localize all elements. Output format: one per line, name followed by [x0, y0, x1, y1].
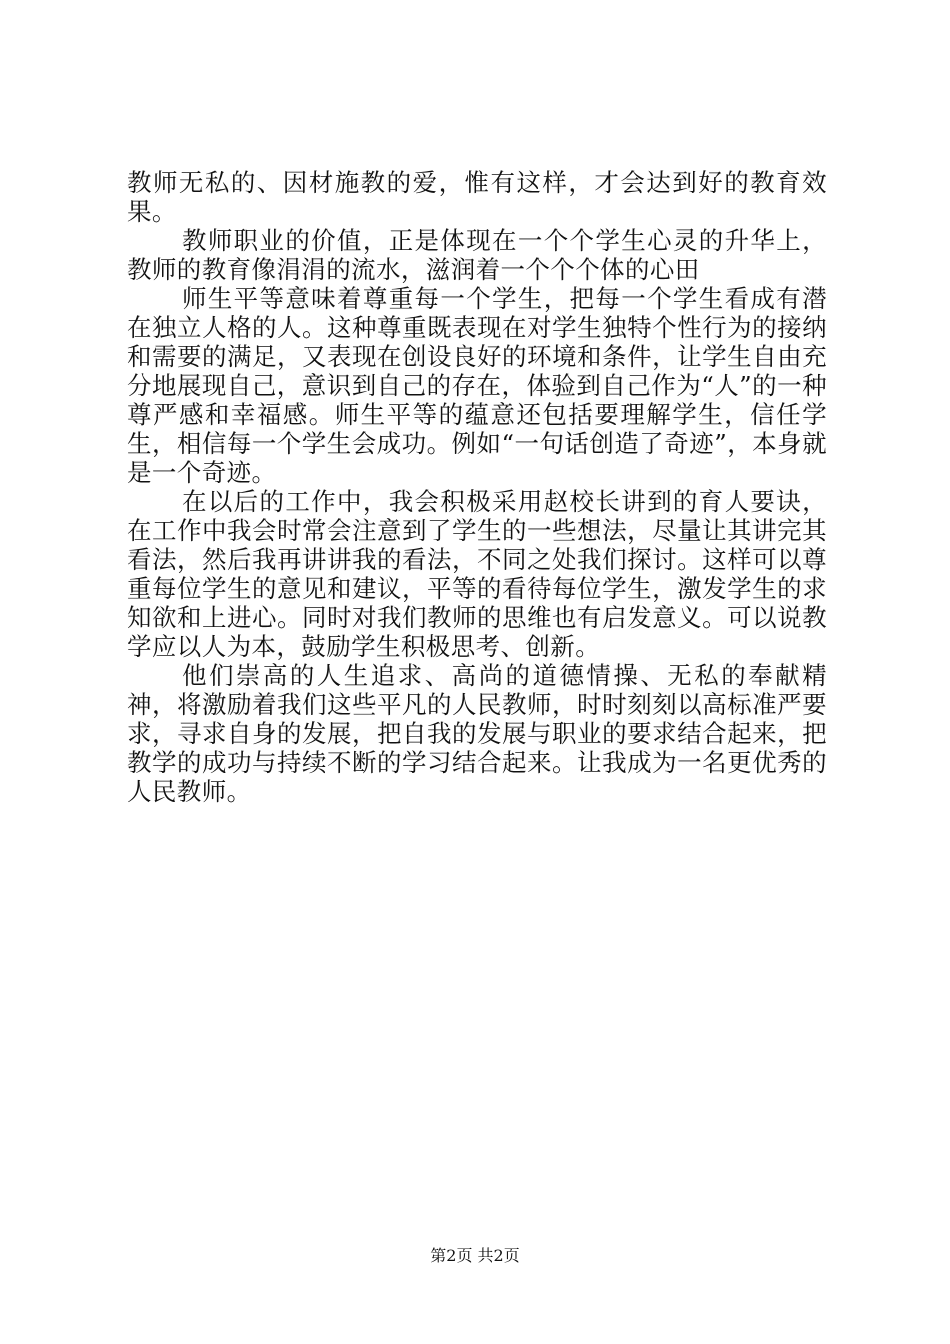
page-number-label: 第2页 共2页: [430, 1246, 520, 1265]
document-body: [127, 168, 827, 806]
paragraph-5: 他们崇高的人生追求、高尚的道德情操、无私的奉献精神，将激励着我们这些平凡的人民教师，时时刻刻以高标准严要求，寻求自身的发展，把自我的发展与职业的要求结合起来，把教学的成功与持续不断的学习结合起来。让我成为一名更优秀的人民教师。: [127, 661, 827, 806]
paragraph-2: 教师职业的价值，正是体现在一个个学生心灵的升华上，教师的教育像涓涓的流水，滋润着一个个个体的心田: [127, 226, 827, 284]
paragraph-3: 师生平等意味着尊重每一个学生，把每一个学生看成有潜在独立人格的人。这种尊重既表现在对学生独特个性行为的接纳和需要的满足，又表现在创设良好的环境和条件，让学生自由充分地展现自己，意识到自己的存在，体验到自己作为“人”的一种尊严感和幸福感。师生平等的蕴意还包括要理解学生，信任学生，相信每一个学生会成功。例如“一句话创造了奇迹”，本身就是一个奇迹。: [127, 284, 827, 487]
page-footer: [0, 1246, 950, 1266]
paragraph-1: 教师无私的、因材施教的爱，惟有这样，才会达到好的教育效果。: [127, 168, 827, 226]
paragraph-4: 在以后的工作中，我会积极采用赵校长讲到的育人要诀，在工作中我会时常会注意到了学生的一些想法，尽量让其讲完其看法，然后我再讲讲我的看法，不同之处我们探讨。这样可以尊重每位学生的意见和建议，平等的看待每位学生，激发学生的求知欲和上进心。同时对我们教师的思维也有启发意义。可以说教学应以人为本，鼓励学生积极思考、创新。: [127, 487, 827, 661]
